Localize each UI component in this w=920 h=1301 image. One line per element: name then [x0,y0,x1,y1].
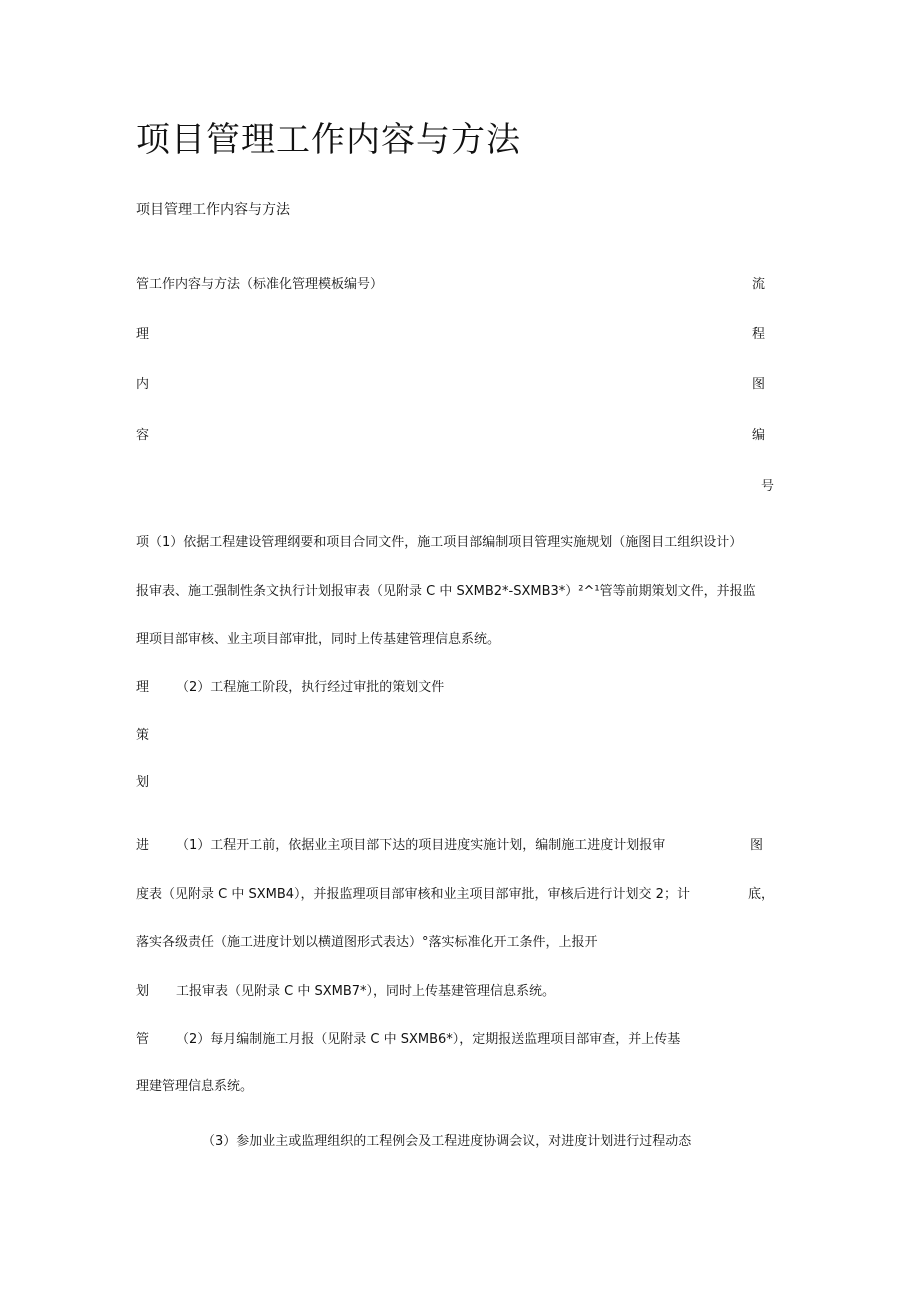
section2-line3: 落实各级责任（施工进度计划以横道图形式表达）°落实标准化开工条件，上报开 [136,935,598,950]
section1-line2: 报审表、施工强制性条文执行计划报审表（见附录 C 中 SXMB2*-SXMB3*）²^¹管等前期策划文件，并报监 [136,584,756,599]
header-left-char-li: 理 [136,327,150,342]
section1-label-li: 理 [136,680,150,695]
header-left-char-nei: 内 [136,377,150,392]
section2-line4: 工报审表（见附录 C 中 SXMB7*），同时上传基建管理信息系统。 [176,984,556,999]
section2-right-tu: 图 [750,838,764,853]
header-right-char-tu: 图 [752,377,766,392]
header-left-text: 管工作内容与方法（标准化管理模板编号） [136,277,384,292]
section2-line5: （2）每月编制施工月报（见附录 C 中 SXMB6*），定期报送监理项目部审查，并上传基 [176,1032,681,1047]
section2-line6: 理建管理信息系统。 [136,1079,254,1094]
document-title: 项目管理工作内容与方法 [136,120,521,160]
section2-line2: 度表（见附录 C 中 SXMB4），并报监理项目部审核和业主项目部审批，审核后进行计划交 2；计 [136,887,690,902]
document-subtitle: 项目管理工作内容与方法 [136,202,290,218]
section1-line1: 项（1）依据工程建设管理纲要和项目合同文件，施工项目部编制项目管理实施规划（施图目工组织设计） [136,535,743,550]
header-right-char-cheng: 程 [752,327,766,342]
section1-label-hua: 划 [136,775,150,790]
header-right-char-hao: 号 [761,479,775,494]
section2-line1: （1）工程开工前，依据业主项目部下达的项目进度实施计划，编制施工进度计划报审 [176,838,666,853]
header-left-char-rong: 容 [136,428,150,443]
section1-line3: 理项目部审核、业主项目部审批，同时上传基建管理信息系统。 [136,632,501,647]
section2-label-hua: 划 [136,984,150,999]
header-right-char-liu: 流 [752,277,766,292]
section2-label-jin: 进 [136,838,150,853]
section2-label-guan: 管 [136,1032,150,1047]
section2-right-di: 底， [748,887,775,902]
section1-label-ce: 策 [136,728,150,743]
header-right-char-bian: 编 [752,428,766,443]
section1-line4: （2）工程施工阶段，执行经过审批的策划文件 [176,680,445,695]
section2-line7: （3）参加业主或监理组织的工程例会及工程进度协调会议，对进度计划进行过程动态 [202,1134,692,1149]
